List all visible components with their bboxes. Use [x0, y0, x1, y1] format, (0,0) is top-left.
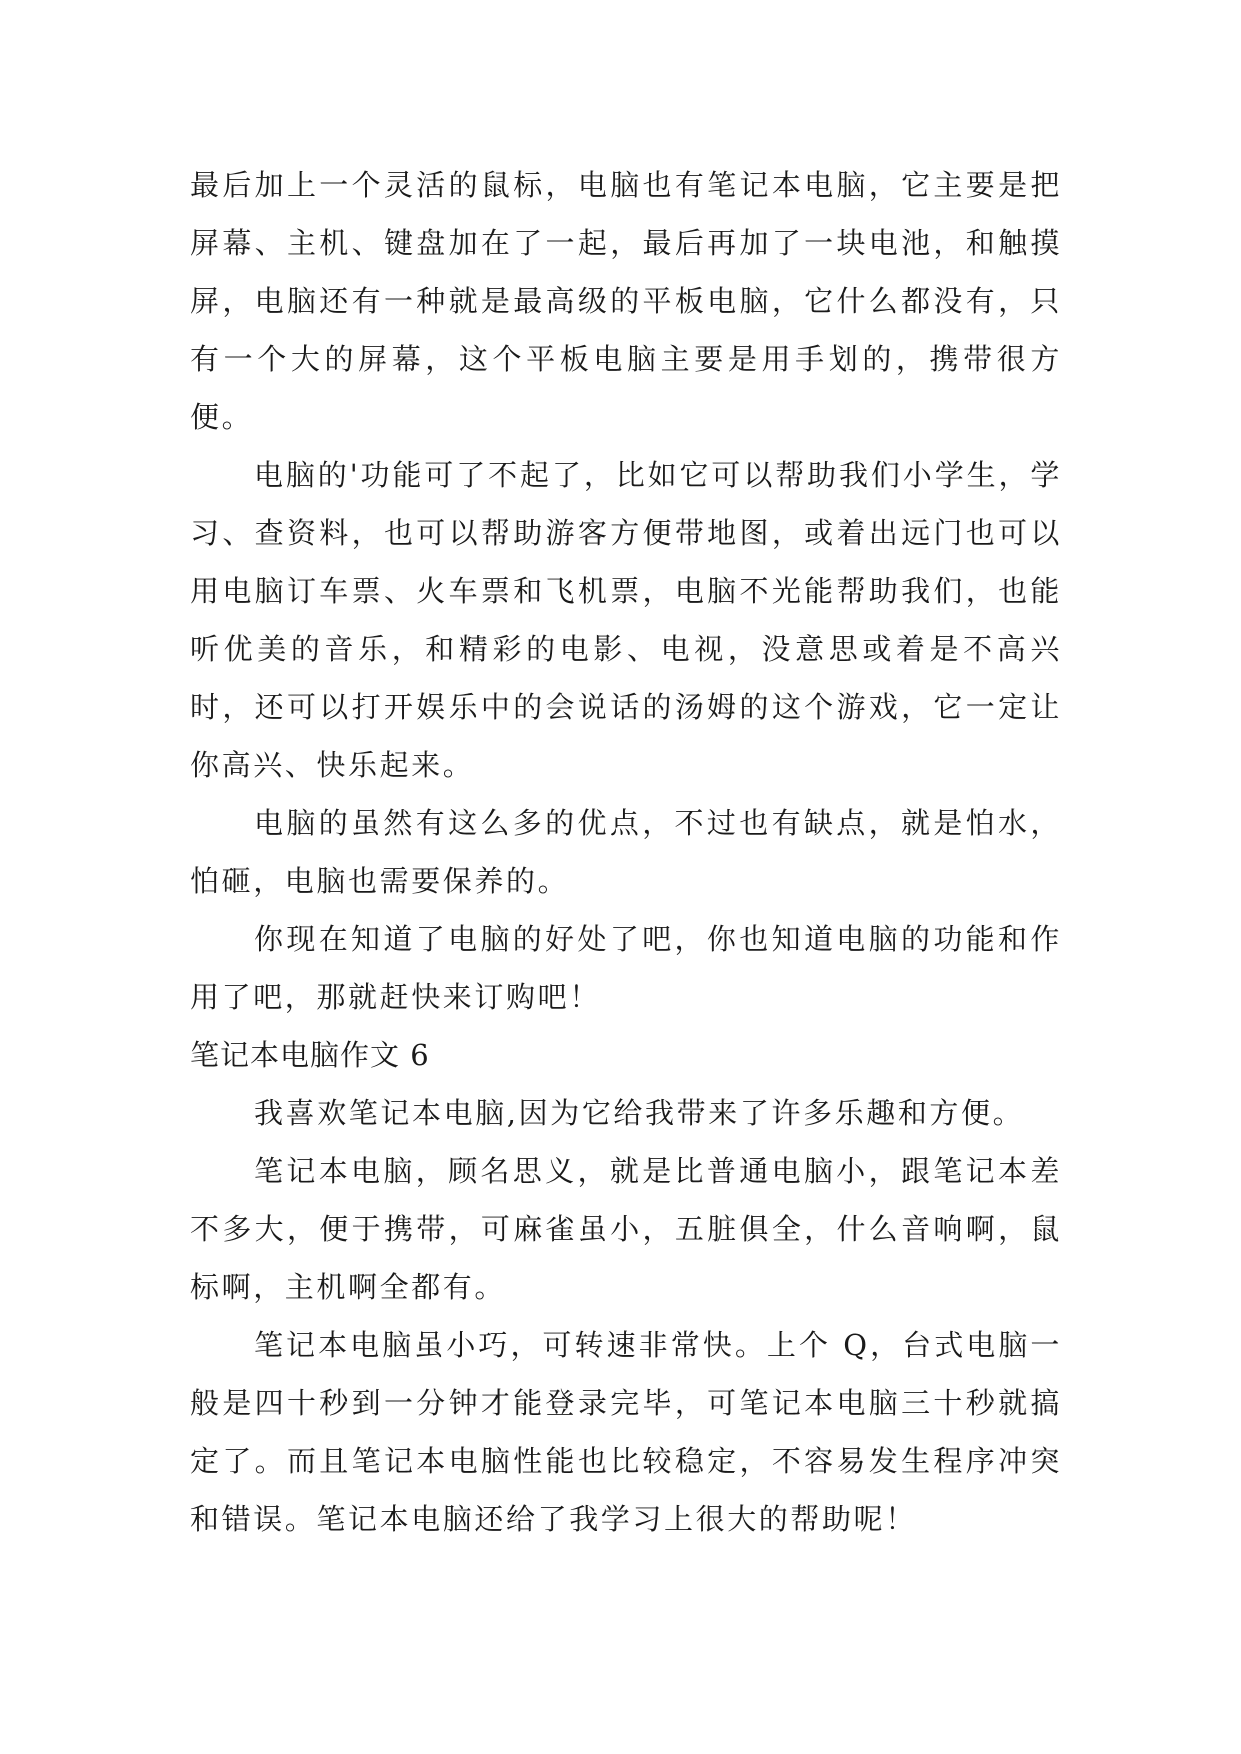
paragraph-computer-functions: 电脑的'功能可了不起了，比如它可以帮助我们小学生，学习、查资料，也可以帮助游客方便带地图，或着出远门也可以用电脑订车票、火车票和飞机票，电脑不光能帮助我们，也能听优美的音乐，和精彩的电影、电视，没意思或着是不高兴时，还可以打开娱乐中的会说话的汤姆的这个游戏，它一定让你高兴、快乐起来。 [190, 458, 1062, 782]
document-page [190, 156, 1062, 1548]
paragraph-laptop-speed: 笔记本电脑虽小巧，可转速非常快。上个 Q，台式电脑一般是四十秒到一分钟才能登录完毕，可笔记本电脑三十秒就搞定了。而且笔记本电脑性能也比较稳定，不容易发生程序冲突和错误。笔记本电脑还给了我学习上很大的帮助呢！ [190, 1328, 1062, 1536]
paragraph-laptop-description: 笔记本电脑，顾名思义，就是比普通电脑小，跟笔记本差不多大，便于携带，可麻雀虽小，五脏俱全，什么音响啊，鼠标啊，主机啊全都有。 [190, 1154, 1062, 1304]
paragraph-continued-intro: 最后加上一个灵活的鼠标，电脑也有笔记本电脑，它主要是把屏幕、主机、键盘加在了一起，最后再加了一块电池，和触摸屏，电脑还有一种就是最高级的平板电脑，它什么都没有，只有一个大的屏幕，这个平板电脑主要是用手划的，携带很方便。 [190, 168, 1062, 434]
section-title: 笔记本电脑作文 6 [190, 1038, 430, 1072]
paragraph-computer-drawbacks: 电脑的虽然有这么多的优点，不过也有缺点，就是怕水，怕砸，电脑也需要保养的。 [190, 806, 1062, 898]
paragraph-laptop-intro: 我喜欢笔记本电脑,因为它给我带来了许多乐趣和方便。 [254, 1096, 1025, 1130]
paragraph-conclusion: 你现在知道了电脑的好处了吧，你也知道电脑的功能和作用了吧，那就赶快来订购吧！ [190, 922, 1062, 1014]
